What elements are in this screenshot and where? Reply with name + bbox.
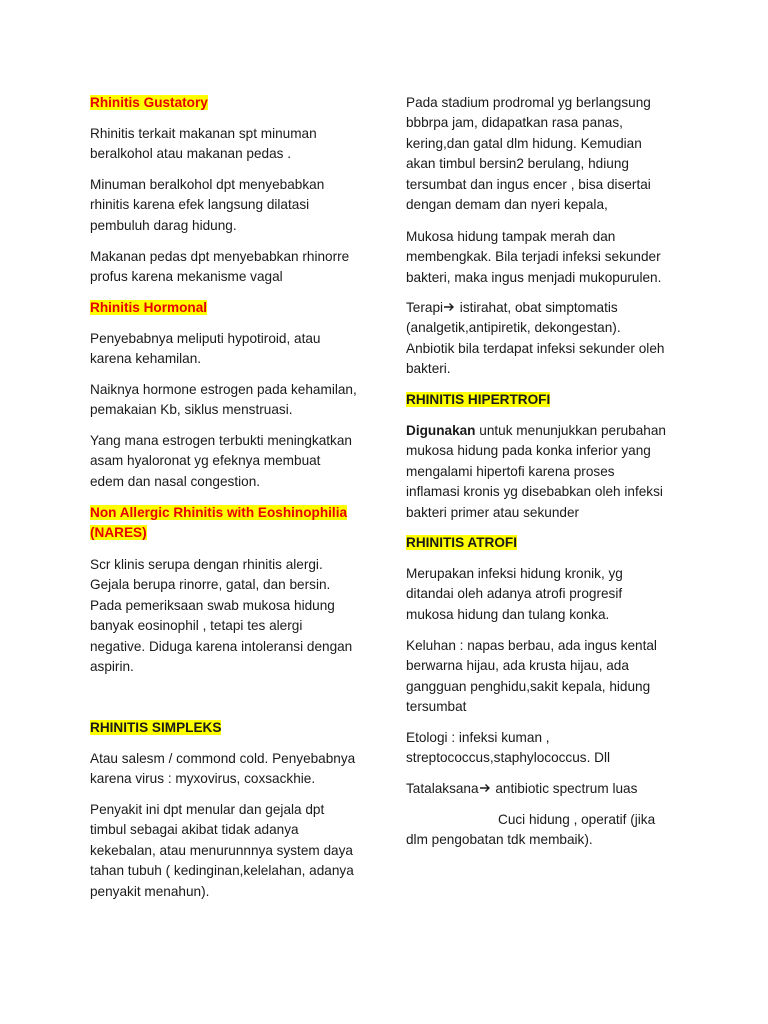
paragraph: Rhinitis terkait makanan spt minuman beralkohol atau makanan pedas . [90,126,317,162]
heading-rhinitis-hormonal: Rhinitis Hormonal [90,300,208,315]
paragraph: Merupakan infeksi hidung kronik, yg ditandai oleh adanya atrofi progresif mukosa hidung dan tulang konka. [406,566,623,622]
paragraph-terapi: Terapi istirahat, obat simptomatis (analgetik,antipiretik, dekongestan). Anbiotik bila terdapat infeksi sekunder oleh bakteri. [406,300,665,377]
heading-nares: Non Allergic Rhinitis with Eoshinophilia (NARES) [90,505,348,541]
paragraph: Keluhan : napas berbau, ada ingus kental berwarna hijau, ada krusta hijau, ada gangguan penghidu,sakit kepala, hidung tersumbat [406,638,657,715]
heading-rhinitis-atrofi: RHINITIS ATROFI [406,535,518,550]
paragraph: Naiknya hormone estrogen pada kehamilan, pemakaian Kb, siklus menstruasi. [90,382,357,418]
paragraph: Etologi : infeksi kuman , streptococcus,staphylococcus. Dll [406,730,610,766]
paragraph-cuci-hidung: Cuci hidung , operatif (jika dlm pengobatan tdk membaik). [406,812,656,848]
paragraph: Mukosa hidung tampak merah dan membengkak. Bila terjadi infeksi sekunder bakteri, maka ingus menjadi mukopurulen. [406,229,662,285]
heading-rhinitis-simpleks: RHINITIS SIMPLEKS [90,720,222,735]
right-arrow-icon [479,782,492,794]
paragraph: Digunakan untuk menunjukkan perubahan mukosa hidung pada konka inferior yang mengalami hipertofi karena proses inflamasi kronis yg disebabkan oleh infeksi bakteri primer atau sekunder [406,423,666,520]
paragraph: Makanan pedas dpt menyebabkan rhinorre profus karena mekanisme vagal [90,249,350,285]
paragraph: Pada stadium prodromal yg berlangsung bbbrpa jam, didapatkan rasa panas, kering,dan gatal dlm hidung. Kemudian akan timbul bersin2 berulang, hdiung tersumbat dan ingus encer , bisa disertai dengan demam dan nyeri kepala, [406,95,651,213]
paragraph: Atau salesm / commond cold. Penyebabnya karena virus : myxovirus, coxsackhie. [90,751,356,787]
paragraph: Penyakit ini dpt menular dan gejala dpt timbul sebagai akibat tidak adanya kekebalan, atau menurunnnya system daya tahan tubuh ( kedinginan,kelelahan, adanya penyakit menahun). [90,802,354,899]
heading-rhinitis-hipertrofi: RHINITIS HIPERTROFI [406,392,551,407]
paragraph: Yang mana estrogen terbukti meningkatkan asam hyaloronat yg efeknya membuat edem dan nasal congestion. [90,433,352,489]
paragraph: Penyebabnya meliputi hypotiroid, atau karena kehamilan. [90,331,321,367]
right-arrow-icon [443,301,456,313]
paragraph-tatalaksana: Tatalaksana antibiotic spectrum luas [406,781,638,796]
heading-rhinitis-gustatory: Rhinitis Gustatory [90,95,208,110]
paragraph: Scr klinis serupa dengan rhinitis alergi. Gejala berupa rinorre, gatal, dan bersin. Pada pemeriksaan swab mukosa hidung banyak eosinophil , tetapi tes alergi negative. Diduga karena intoleransi dengan aspirin. [90,557,353,675]
paragraph: Minuman beralkohol dpt menyebabkan rhinitis karena efek langsung dilatasi pembuluh darag hidung. [90,177,325,233]
